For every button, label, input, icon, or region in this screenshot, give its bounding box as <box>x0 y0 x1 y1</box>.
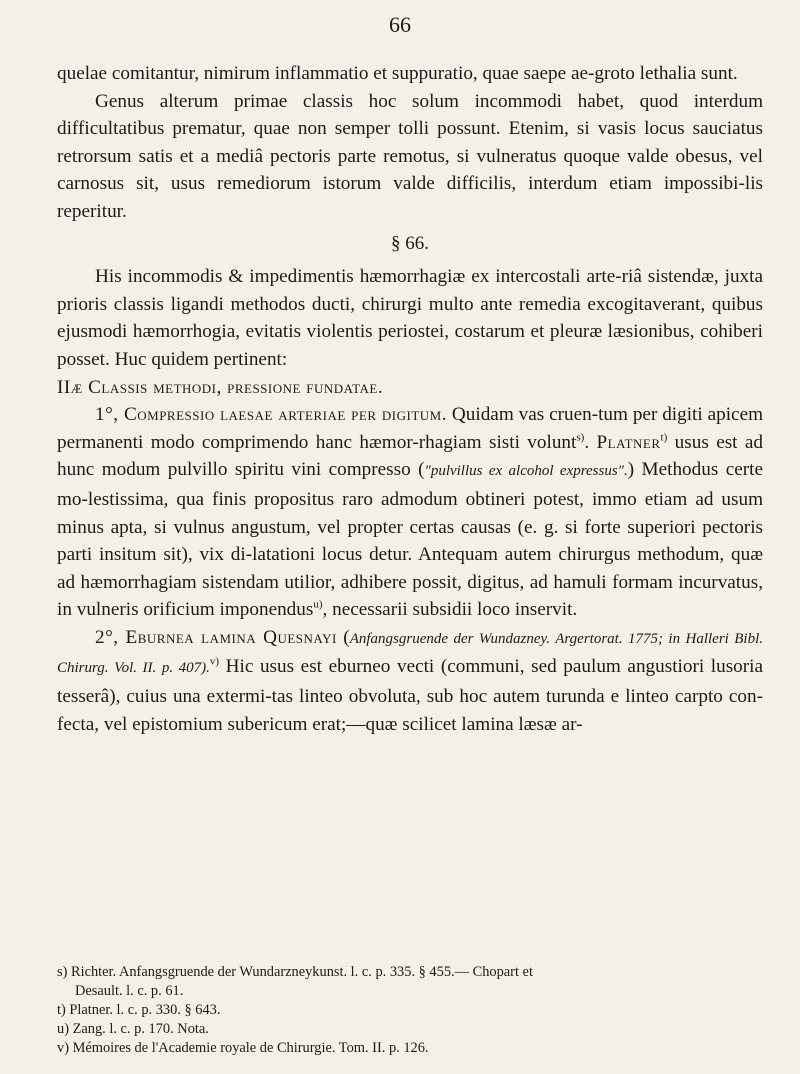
footnote-ref-v: v) <box>209 656 220 669</box>
paragraph-2: Genus alterum primae classis hoc solum incommodi habet, quod interdum difficultatibus prematur, quae non semper tolli possunt. Etenim, si vasis locus sauciatus retrorsum satis et a mediâ pectoris parte remotus, si vulneratus quoque valde obesus, vel carnosus sit, usus remediorum istorum valde difficilis, interdum etiam impossibi-lis reperitur. <box>57 90 763 222</box>
paragraph-4 <box>57 401 763 624</box>
method-1-title: 1°, Compressio laesae arteriae per digitum. <box>95 404 448 426</box>
body-text <box>57 60 763 738</box>
footnote-v: v) Mémoires de l'Academie royale de Chirurgie. Tom. II. p. 126. <box>57 1040 429 1056</box>
p4-text-a: Quidam vas cruen-tum per digiti apicem permanenti modo comprimendo hanc hæmor-rhagiam sisti volunt <box>57 404 764 453</box>
section-heading <box>57 374 763 402</box>
heading-text: IIæ Classis methodi, pressione fundatae. <box>57 376 384 398</box>
paragraph-1: quelae comitantur, nimirum inflammatio et suppuratio, quae saepe ae-groto lethalia sunt. <box>57 63 738 84</box>
p4-quote: "pulvillus ex alcohol expressus". <box>424 463 628 480</box>
footnote-ref-s: s) <box>576 431 585 444</box>
p4-text-b: . <box>584 431 597 453</box>
p5-text-a: ( <box>336 626 350 648</box>
footnote-u: u) Zang. l. c. p. 170. Nota. <box>57 1021 209 1037</box>
p4-text-d: ) Methodus certe mo-lestissima, qua finis propositus raro admodum obtineri potest, immo etiam ad usum minus apta, si vulnus angustum, vel propter certas causas (e. g. si forte superiori pectoris parti insitum sit), vix di-latationi locus detur. Antequam autem chirurgus methodum, quæ ad hæmorrhagiam sistendam utilior, adhibere possit, digitus, ad hamuli formam incurvatus, in vulneris orificium imponendus <box>57 459 763 621</box>
p5-reference: Anfangsgruende der Wundazney. Argertorat. 1775; in Halleri Bibl. Chirurg. Vol. II. p. 407). <box>57 630 764 677</box>
footnote-t: t) Platner. l. c. p. 330. § 643. <box>57 1002 221 1018</box>
author-platner: Platner <box>596 431 661 453</box>
footnote-ref-u: u) <box>313 598 323 611</box>
section-number: § 66. <box>391 232 429 254</box>
paragraph-5 <box>57 624 763 738</box>
paragraph-3: His incommodis & impedimentis hæmorrhagiæ ex intercostali arte-riâ sistendæ, juxta prioris classis ligandi methodos ducti, chirurgi multo ante remedia excogitaverant, quibus ejusmodi hæmorrhogia, evitatis violentis periostei, costarum et pleuræ læsionibus, cohiberi posset. Huc quidem pertinent: <box>57 266 763 370</box>
p4-text-c: usus est ad hunc modum pulvillo spiritu vini compresso ( <box>57 431 764 481</box>
footnotes <box>57 963 763 1058</box>
p4-text-e: , necessarii subsidii loco inservit. <box>322 599 578 621</box>
page-number: 66 <box>389 12 411 37</box>
footnote-ref-t: t) <box>660 431 668 444</box>
footnote-s: s) Richter. Anfangsgruende der Wundarzneykunst. l. c. p. 335. § 455.— Chopart et <box>57 964 533 980</box>
method-2-title: 2°, Eburnea lamina Quesnayi <box>95 626 337 648</box>
footnote-s-continued: Desault. l. c. p. 61. <box>75 983 184 999</box>
p5-text-b: Hic usus est eburneo vecti (communi, sed paulum angustiori lusoria tesserâ), cuius una extermi-tas linteo obvoluta, sub hoc autem turunda e linteo carpto con-fecta, vel epistomium subericum erat;—quæ scilicet lamina læsæ ar- <box>57 656 763 735</box>
